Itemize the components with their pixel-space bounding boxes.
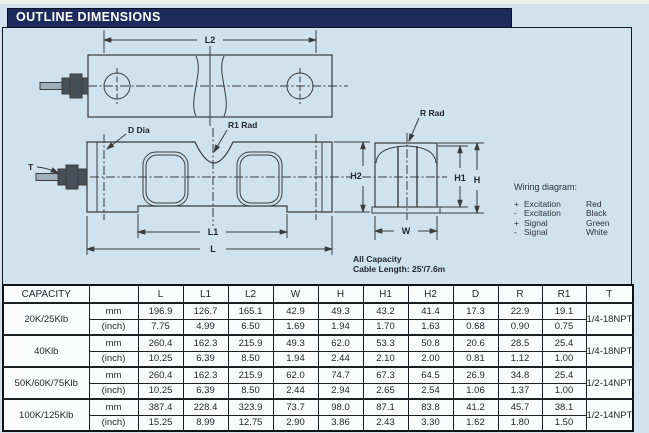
value-cell-inch: 1.69: [273, 319, 318, 335]
col-header: R1: [542, 285, 586, 303]
thread-cell: 1/4-18NPT: [586, 335, 633, 367]
value-cell-inch: 10.25: [138, 351, 183, 367]
connector-base: [82, 78, 88, 94]
col-header: H1: [363, 285, 408, 303]
value-cell-inch: 12.75: [228, 415, 273, 431]
table-row: [3, 399, 633, 415]
value-cell-mm: 22.9: [498, 303, 542, 319]
col-header: H2: [408, 285, 453, 303]
value-cell-inch: 0.68: [453, 319, 498, 335]
value-cell-inch: 8.99: [183, 415, 228, 431]
wire-name: Excitation: [524, 208, 561, 218]
cable-top: [40, 83, 62, 90]
value-cell-mm: 165.1: [228, 303, 273, 319]
r-rad-leader: [409, 118, 419, 141]
value-cell-mm: 260.4: [138, 335, 183, 351]
unit-cell: mm: [89, 399, 138, 415]
value-cell-mm: 20.6: [453, 335, 498, 351]
value-cell-mm: 41.2: [453, 399, 498, 415]
value-cell-inch: 2.44: [273, 383, 318, 399]
h2-label: H2: [350, 171, 362, 181]
unit-cell: (inch): [89, 351, 138, 367]
value-cell-mm: 215.9: [228, 367, 273, 383]
value-cell-inch: 4.99: [183, 319, 228, 335]
value-cell-inch: 8.50: [228, 351, 273, 367]
col-header: W: [273, 285, 318, 303]
value-cell-inch: 1.00: [542, 383, 586, 399]
value-cell-inch: 2.94: [318, 383, 363, 399]
value-cell-mm: 83.8: [408, 399, 453, 415]
value-cell-mm: 53.3: [363, 335, 408, 351]
r1-rad-leader: [214, 130, 227, 152]
col-header: L: [138, 285, 183, 303]
value-cell-mm: 49.3: [318, 303, 363, 319]
wire-name: Signal: [524, 227, 548, 237]
dome-arc: [376, 146, 436, 163]
connector-body: [70, 74, 82, 98]
value-cell-mm: 38.1: [542, 399, 586, 415]
value-cell-mm: 17.3: [453, 303, 498, 319]
col-header: L1: [183, 285, 228, 303]
value-cell-inch: 2.65: [363, 383, 408, 399]
cable-note: [353, 254, 445, 274]
pocket-right-outer: [237, 152, 282, 206]
header-row: [3, 285, 633, 303]
connector-body-side: [66, 165, 78, 189]
value-cell-mm: 26.9: [453, 367, 498, 383]
value-cell-mm: 215.9: [228, 335, 273, 351]
table-row: [3, 383, 633, 399]
cable-side: [36, 174, 58, 181]
unit-cell: mm: [89, 335, 138, 351]
r1-rad-label: R1 Rad: [228, 120, 258, 130]
t-leader: [37, 167, 58, 173]
thread-cell: 1/2-14NPT: [586, 399, 633, 431]
connector-ring-side: [58, 169, 66, 185]
value-cell-inch: 1.06: [453, 383, 498, 399]
wiring-row: [514, 228, 610, 238]
value-cell-mm: 64.5: [408, 367, 453, 383]
value-cell-inch: 0.81: [453, 351, 498, 367]
l2-label: L2: [204, 35, 216, 45]
side-view: [28, 120, 370, 255]
value-cell-mm: 98.0: [318, 399, 363, 415]
value-cell-mm: 196.9: [138, 303, 183, 319]
value-cell-inch: 6.39: [183, 351, 228, 367]
col-header: T: [586, 285, 633, 303]
value-cell-mm: 67.3: [363, 367, 408, 383]
value-cell-mm: 73.7: [273, 399, 318, 415]
value-cell-mm: 74.7: [318, 367, 363, 383]
table-body: [3, 303, 633, 431]
value-cell-mm: 25.4: [542, 335, 586, 351]
table-row: [3, 319, 633, 335]
value-cell-mm: 42.9: [273, 303, 318, 319]
value-cell-inch: 0.75: [542, 319, 586, 335]
value-cell-mm: 387.4: [138, 399, 183, 415]
value-cell-inch: 3.86: [318, 415, 363, 431]
value-cell-inch: 10.25: [138, 383, 183, 399]
value-cell-mm: 87.1: [363, 399, 408, 415]
wiring-title: Wiring diagram:: [514, 182, 578, 192]
wire-name: Excitation: [524, 198, 561, 209]
value-cell-inch: 1.00: [542, 351, 586, 367]
value-cell-inch: 2.10: [363, 351, 408, 367]
end-outline: [375, 143, 437, 207]
value-cell-mm: 34.8: [498, 367, 542, 383]
value-cell-inch: 6.39: [183, 383, 228, 399]
top-view: [40, 30, 348, 126]
col-header: R: [498, 285, 542, 303]
dimension-table: [2, 284, 634, 432]
table-row: [3, 415, 633, 431]
w-label: W: [401, 226, 411, 236]
d-dia-label: D Dia: [128, 125, 150, 135]
table-row: [3, 303, 633, 319]
wire-color: White: [586, 227, 608, 237]
value-cell-inch: 15.25: [138, 415, 183, 431]
cable-note-line2: Cable Length: 25'/7.6m: [353, 264, 446, 274]
wire-color: Green: [586, 217, 610, 228]
waist-curve-left: [194, 56, 199, 116]
table-row: [3, 351, 633, 367]
pocket-right-inner: [240, 155, 279, 203]
value-cell-inch: 0.90: [498, 319, 542, 335]
value-cell-mm: 19.1: [542, 303, 586, 319]
unit-cell: (inch): [89, 319, 138, 335]
page-title: OUTLINE DIMENSIONS: [16, 10, 161, 24]
wire-sign: +: [514, 198, 519, 209]
unit-cell: (inch): [89, 383, 138, 399]
value-cell-inch: 2.54: [408, 383, 453, 399]
wire-color: Black: [586, 208, 607, 218]
value-cell-mm: 43.2: [363, 303, 408, 319]
value-cell-mm: 28.5: [498, 335, 542, 351]
capacity-cell: 100K/125Klb: [3, 399, 89, 431]
value-cell-mm: 126.7: [183, 303, 228, 319]
cable-note-line1: All Capacity: [353, 254, 402, 264]
col-header: [89, 285, 138, 303]
value-cell-inch: 1.37: [498, 383, 542, 399]
wiring-diagram: [514, 183, 610, 238]
unit-cell: mm: [89, 303, 138, 319]
h1-label: H1: [454, 173, 466, 183]
h-label: H: [473, 175, 481, 185]
wire-sign: -: [514, 208, 517, 218]
col-header: H: [318, 285, 363, 303]
value-cell-mm: 45.7: [498, 399, 542, 415]
l1-label: L1: [207, 227, 219, 237]
unit-cell: mm: [89, 367, 138, 383]
col-header: L2: [228, 285, 273, 303]
value-cell-inch: 8.50: [228, 383, 273, 399]
value-cell-inch: 7.75: [138, 319, 183, 335]
thread-cell: 1/4-18NPT: [586, 303, 633, 335]
table-header: [3, 285, 633, 303]
value-cell-mm: 41.4: [408, 303, 453, 319]
table-row: [3, 367, 633, 383]
value-cell-mm: 228.4: [183, 399, 228, 415]
value-cell-inch: 1.94: [318, 319, 363, 335]
value-cell-mm: 323.9: [228, 399, 273, 415]
wire-name: Signal: [524, 217, 548, 228]
value-cell-mm: 50.8: [408, 335, 453, 351]
pocket-left-inner: [146, 155, 185, 203]
value-cell-inch: 1.63: [408, 319, 453, 335]
value-cell-mm: 62.0: [318, 335, 363, 351]
value-cell-mm: 162.3: [183, 367, 228, 383]
capacity-cell: 40Klb: [3, 335, 89, 367]
value-cell-mm: 162.3: [183, 335, 228, 351]
t-label: T: [28, 162, 34, 172]
capacity-cell: 50K/60K/75Klb: [3, 367, 89, 399]
wire-color: Red: [586, 198, 602, 209]
value-cell-inch: 3.30: [408, 415, 453, 431]
value-cell-inch: 6.50: [228, 319, 273, 335]
end-view: [362, 108, 484, 240]
value-cell-mm: 260.4: [138, 367, 183, 383]
value-cell-mm: 49.3: [273, 335, 318, 351]
pocket-left-outer: [143, 152, 188, 206]
value-cell-mm: 25.4: [542, 367, 586, 383]
table-row: [3, 335, 633, 351]
value-cell-inch: 2.90: [273, 415, 318, 431]
value-cell-inch: 1.12: [498, 351, 542, 367]
value-cell-inch: 1.70: [363, 319, 408, 335]
connector-base-side: [78, 169, 87, 185]
col-header: D: [453, 285, 498, 303]
value-cell-inch: 2.00: [408, 351, 453, 367]
wire-sign: +: [514, 217, 519, 228]
value-cell-inch: 2.43: [363, 415, 408, 431]
wire-sign: -: [514, 227, 517, 237]
capacity-cell: 20K/25Klb: [3, 303, 89, 335]
value-cell-inch: 1.62: [453, 415, 498, 431]
value-cell-inch: 1.50: [542, 415, 586, 431]
value-cell-inch: 1.80: [498, 415, 542, 431]
unit-cell: (inch): [89, 415, 138, 431]
col-header: CAPACITY: [3, 285, 89, 303]
l-label: L: [210, 244, 216, 254]
r-rad-label: R Rad: [420, 108, 445, 118]
connector-ring: [62, 78, 70, 94]
value-cell-mm: 62.0: [273, 367, 318, 383]
base-plate: [372, 207, 440, 213]
value-cell-inch: 1.94: [273, 351, 318, 367]
value-cell-inch: 2.44: [318, 351, 363, 367]
thread-cell: 1/2-14NPT: [586, 367, 633, 399]
